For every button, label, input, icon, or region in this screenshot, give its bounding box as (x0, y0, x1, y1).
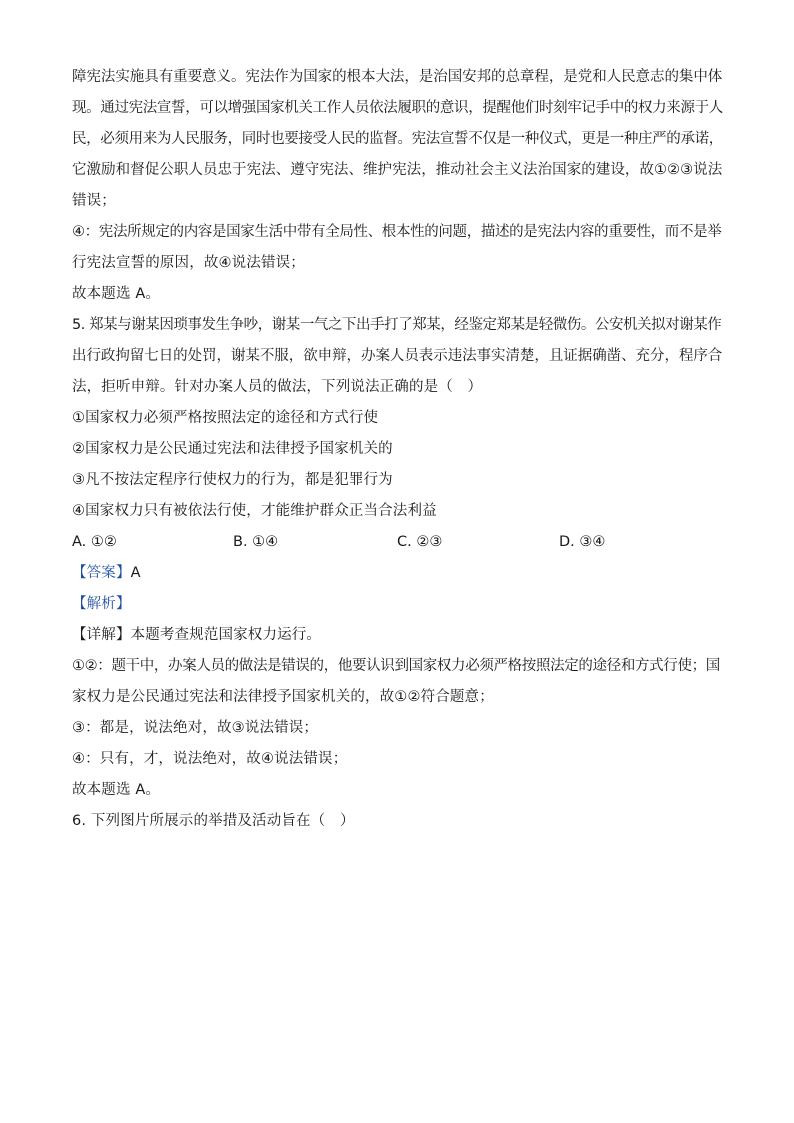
question-stem-line: 6. 下列图片所展示的举措及活动旨在（ ） (72, 813, 355, 829)
question-stem-line: 5. 郑某与谢某因琐事发生争吵，谢某一气之下出手打了郑某，经鉴定郑某是轻微伤。公安机关拟对谢某作 (72, 317, 722, 333)
explanation-line: ④：只有，才，说法绝对，故④说法错误； (72, 751, 348, 767)
text-line: 故本题选 A。 (72, 286, 161, 302)
statement-3: ③凡不按法定程序行使权力的行为，都是犯罪行为 (72, 472, 393, 488)
text-line: 行宪法宣誓的原因，故④说法错误； (72, 255, 305, 271)
option-c: C. ②③ (397, 534, 443, 550)
question-5 (72, 310, 724, 806)
option-a: A. ①② (72, 534, 117, 550)
option-b: B. ①④ (233, 534, 279, 550)
question-stem-line: 出行政拘留七日的处罚，谢某不服，欲申辩，办案人员表示违法事实清楚，且证据确凿、充分，程序合 (72, 348, 723, 364)
explanation-line: 故本题选 A。 (72, 782, 161, 798)
answer-tag: 【答案】 (72, 565, 131, 581)
question-stem-line: 法，拒听申辩。针对办案人员的做法，下列说法正确的是（ ） (72, 379, 483, 395)
prev-explanation (72, 62, 724, 310)
detail-text: 本题考查规范国家权力运行。 (130, 627, 322, 643)
text-line: ④：宪法所规定的内容是国家生活中带有全局性、根本性的问题，描述的是宪法内容的重要性，而不是举 (72, 224, 722, 240)
answer-line (72, 558, 724, 589)
explanation-line: 家权力是公民通过宪法和法律授予国家机关的，故①②符合题意； (72, 689, 494, 705)
statement-1: ①国家权力必须严格按照法定的途径和方式行使 (72, 410, 379, 426)
text-line: 错误； (72, 193, 116, 209)
text-line: 民，必须用来为人民服务，同时也要接受人民的监督。宪法宣誓不仅是一种仪式，更是一种庄严的承诺， (72, 131, 723, 147)
analysis-tag: 【解析】 (72, 596, 131, 612)
statement-2: ②国家权力是公民通过宪法和法律授予国家机关的 (72, 441, 393, 457)
explanation-line: ①②：题干中，办案人员的做法是错误的，他要认识到国家权力必须严格按照法定的途径和方式行使；国 (72, 658, 720, 674)
answer-options (72, 527, 724, 558)
document-page (72, 62, 724, 837)
analysis-line (72, 589, 724, 620)
text-line: 现。通过宪法宣誓，可以增强国家机关工作人员依法履职的意识，提醒他们时刻牢记手中的权力来源于人 (72, 100, 723, 116)
detail-line (72, 620, 724, 651)
explanation-line: ③：都是，说法绝对，故③说法错误； (72, 720, 319, 736)
text-line: 障宪法实施具有重要意义。宪法作为国家的根本大法，是治国安邦的总章程，是党和人民意志的集中体 (72, 69, 723, 85)
detail-tag: 【详解】 (72, 627, 131, 643)
statement-4: ④国家权力只有被依法行使，才能维护群众正当合法利益 (72, 503, 437, 519)
option-d: D. ③④ (559, 534, 606, 550)
text-line: 它激励和督促公职人员忠于宪法、遵守宪法、维护宪法，推动社会主义法治国家的建设，故①②③说法 (72, 162, 723, 178)
question-6 (72, 806, 724, 837)
answer-value: A (130, 565, 141, 581)
